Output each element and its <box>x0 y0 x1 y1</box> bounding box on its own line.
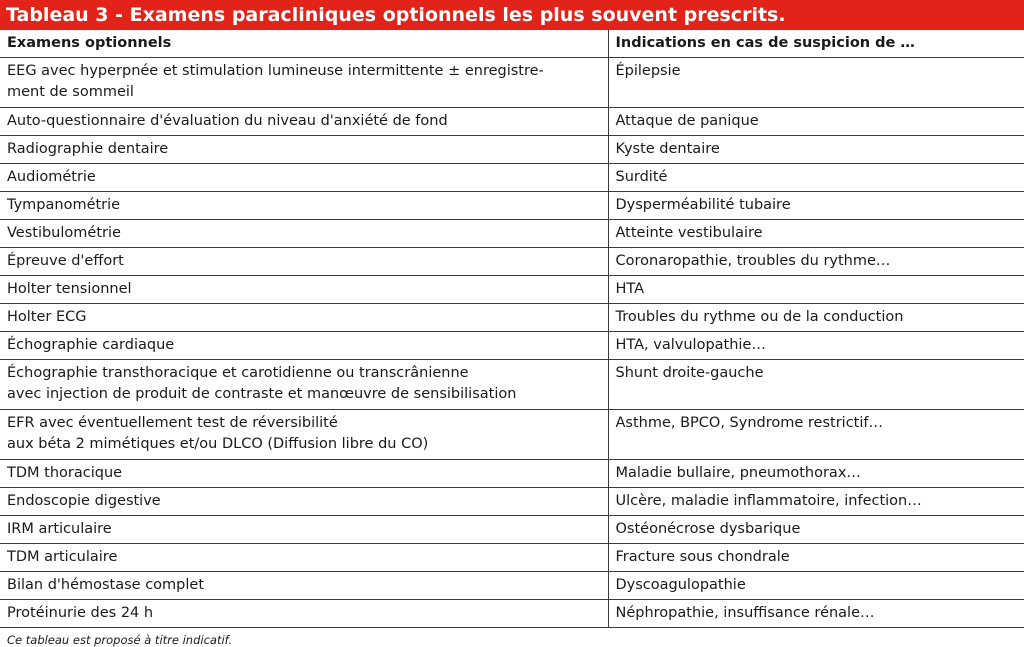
indication-cell: Surdité <box>608 164 1024 192</box>
table-row <box>0 488 1024 516</box>
exam-text-line: aux béta 2 mimétiques et/ou DLCO (Diffusion libre du CO) <box>7 436 429 452</box>
exam-cell <box>0 488 608 516</box>
indication-cell: Shunt droite-gauche <box>608 360 1024 410</box>
indication-cell: Ulcère, maladie inflammatoire, infection… <box>608 488 1024 516</box>
exam-cell <box>0 544 608 572</box>
indication-cell: Dyscoagulopathie <box>608 572 1024 600</box>
exam-text-line: Protéinurie des 24 h <box>7 605 154 621</box>
indication-cell: HTA, valvulopathie… <box>608 332 1024 360</box>
exam-text-line: EEG avec hyperpnée et stimulation lumineuse intermittente ± enregistre- <box>7 63 544 79</box>
footnote: Ce tableau est proposé à titre indicatif. <box>7 633 233 647</box>
exam-text-line: EFR avec éventuellement test de réversibilité <box>7 415 338 431</box>
exam-cell <box>0 136 608 164</box>
exam-cell <box>0 276 608 304</box>
indication-cell: Maladie bullaire, pneumothorax… <box>608 460 1024 488</box>
exam-cell <box>0 192 608 220</box>
exam-cell <box>0 108 608 136</box>
table-row <box>0 410 1024 460</box>
indication-cell: Kyste dentaire <box>608 136 1024 164</box>
header-indication: Indications en cas de suspicion de … <box>608 30 1024 58</box>
exam-cell <box>0 164 608 192</box>
exam-cell <box>0 460 608 488</box>
exams-table <box>0 30 1024 628</box>
table-row <box>0 572 1024 600</box>
table-header-row <box>0 30 1024 58</box>
table-row <box>0 136 1024 164</box>
table-row <box>0 192 1024 220</box>
indication-cell: Ostéonécrose dysbarique <box>608 516 1024 544</box>
exam-cell <box>0 572 608 600</box>
table-row <box>0 248 1024 276</box>
exam-cell <box>0 360 608 410</box>
table-row <box>0 164 1024 192</box>
indication-cell: Épilepsie <box>608 58 1024 108</box>
exam-text-line: Épreuve d'effort <box>7 253 124 269</box>
exam-cell <box>0 248 608 276</box>
exam-text-line: avec injection de produit de contraste et manœuvre de sensibilisation <box>7 386 517 402</box>
exam-cell <box>0 600 608 628</box>
table-row <box>0 360 1024 410</box>
table-row <box>0 108 1024 136</box>
indication-cell: Atteinte vestibulaire <box>608 220 1024 248</box>
exam-text-line: Vestibulométrie <box>7 225 121 241</box>
exam-cell <box>0 58 608 108</box>
indication-cell: Attaque de panique <box>608 108 1024 136</box>
table-body <box>0 58 1024 628</box>
exam-cell <box>0 220 608 248</box>
exam-text-line: Échographie cardiaque <box>7 337 175 353</box>
table-row <box>0 304 1024 332</box>
table-row <box>0 276 1024 304</box>
table-row <box>0 220 1024 248</box>
exam-text-line: Radiographie dentaire <box>7 141 169 157</box>
exam-text-line: Bilan d'hémostase complet <box>7 577 205 593</box>
indication-cell: Troubles du rythme ou de la conduction <box>608 304 1024 332</box>
indication-cell: Fracture sous chondrale <box>608 544 1024 572</box>
header-exam: Examens optionnels <box>0 30 608 58</box>
exam-cell <box>0 516 608 544</box>
exam-text-line: TDM thoracique <box>7 465 123 481</box>
exam-text-line: Auto-questionnaire d'évaluation du niveau d'anxiété de fond <box>7 113 448 129</box>
indication-cell: HTA <box>608 276 1024 304</box>
table-title: Tableau 3 - Examens paracliniques optionnels les plus souvent prescrits. <box>0 0 1024 30</box>
exam-cell <box>0 304 608 332</box>
exam-text-line: Endoscopie digestive <box>7 493 161 509</box>
exam-cell <box>0 332 608 360</box>
exam-text-line: Holter ECG <box>7 309 87 325</box>
exam-text-line: Tympanométrie <box>7 197 121 213</box>
indication-cell: Néphropathie, insuffisance rénale… <box>608 600 1024 628</box>
table-row <box>0 516 1024 544</box>
table-row <box>0 544 1024 572</box>
indication-cell: Asthme, BPCO, Syndrome restrictif… <box>608 410 1024 460</box>
table-row <box>0 460 1024 488</box>
exam-text-line: TDM articulaire <box>7 549 118 565</box>
exam-cell <box>0 410 608 460</box>
exam-text-line: Audiométrie <box>7 169 96 185</box>
exam-text-line: Échographie transthoracique et carotidienne ou transcrânienne <box>7 365 469 381</box>
exam-text-line: ment de sommeil <box>7 84 134 100</box>
indication-cell: Dysperméabilité tubaire <box>608 192 1024 220</box>
indication-cell: Coronaropathie, troubles du rythme… <box>608 248 1024 276</box>
table-row <box>0 58 1024 108</box>
exam-text-line: IRM articulaire <box>7 521 112 537</box>
exam-text-line: Holter tensionnel <box>7 281 132 297</box>
table-row <box>0 600 1024 628</box>
table-row <box>0 332 1024 360</box>
